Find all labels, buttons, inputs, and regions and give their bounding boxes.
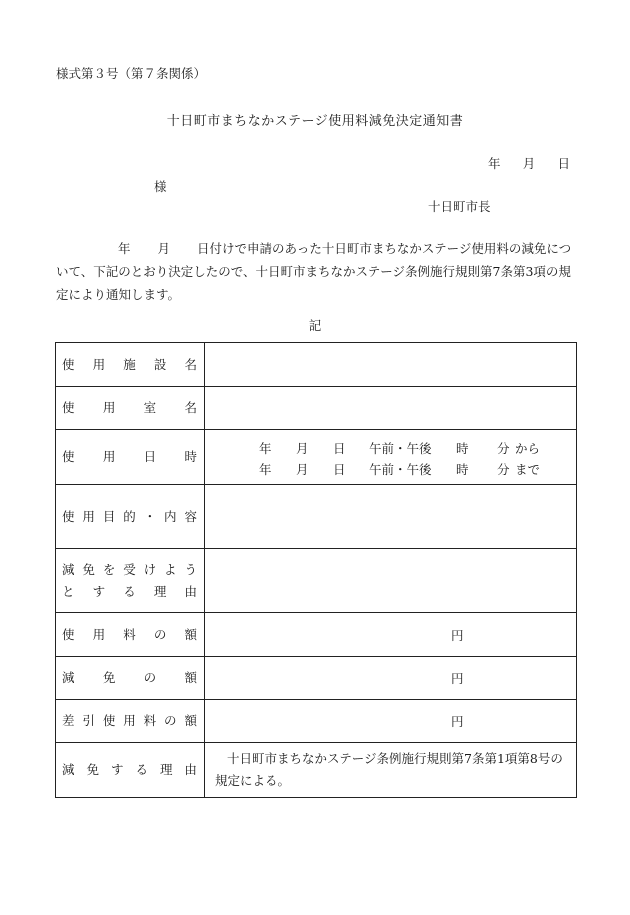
- date-month: 月: [522, 156, 536, 171]
- label-datetime: 使 用 日 時: [62, 449, 197, 464]
- label-exemption-reason: 減 免 す る 理 由: [62, 762, 197, 777]
- value-exemption-amount[interactable]: [205, 657, 577, 700]
- body-paragraph: [56, 237, 576, 306]
- label-apply-reason-line2: と す る 理 由: [62, 583, 197, 599]
- issue-date: [488, 154, 570, 172]
- addressee-suffix: 様: [154, 179, 167, 194]
- body-text-main: 日付けで申請のあった十日町市まちなかステージ使用料の減免について、下記のとおり決定したので、十日町市まちなかステージ条例施行規則第7条第3項の規定により通知します。: [56, 241, 572, 302]
- value-exemption-reason: [205, 743, 577, 798]
- exemption-reason-text: 十日町市まちなかステージ条例施行規則第7条第1項第8号の規定による。: [215, 751, 563, 788]
- label-facility: 使 用 施 設 名: [62, 356, 197, 372]
- label-purpose: 使 用 目 的 ・ 内 容: [62, 508, 197, 524]
- record-mark: 記: [308, 318, 322, 333]
- body-date-year: 年: [118, 241, 131, 256]
- value-net-fee[interactable]: [205, 700, 577, 743]
- form-label: 様式第３号（第７条関係）: [56, 66, 207, 81]
- table-row: [56, 743, 577, 798]
- label-net-fee: 差 引 使 用 料 の 額: [62, 713, 197, 728]
- date-year: 年: [488, 156, 501, 171]
- table-row: [56, 657, 577, 700]
- table-row: [56, 343, 577, 387]
- label-apply-reason-line1: 減 免 を 受 け よ う: [62, 561, 197, 577]
- value-room[interactable]: [205, 387, 577, 430]
- table-row: [56, 387, 577, 430]
- yen-unit: 円: [451, 714, 464, 729]
- table-row: [56, 700, 577, 743]
- table-row: [56, 430, 577, 485]
- table-row: [56, 485, 577, 549]
- label-fee: 使 用 料 の 額: [62, 626, 197, 642]
- issuer-name: 十日町市長: [428, 199, 491, 214]
- label-room: 使 用 室 名: [62, 400, 197, 415]
- label-exemption-amount: 減 免 の 額: [62, 670, 197, 685]
- body-date-month: 月: [157, 241, 171, 256]
- value-fee[interactable]: [205, 613, 577, 657]
- value-apply-reason[interactable]: [205, 549, 577, 613]
- date-day: 日: [557, 156, 570, 171]
- table-row: [56, 549, 577, 613]
- value-purpose[interactable]: [205, 485, 577, 549]
- yen-unit: 円: [451, 671, 464, 686]
- yen-unit: 円: [451, 627, 464, 643]
- value-datetime[interactable]: 年 月 日 午前・午後 時 分 から 年 月 日 午前・午後 時 分 まで: [205, 430, 577, 485]
- table-row: [56, 613, 577, 657]
- value-facility[interactable]: [205, 343, 577, 387]
- document-title: 十日町市まちなかステージ使用料減免決定通知書: [166, 114, 464, 129]
- details-table: [55, 342, 577, 798]
